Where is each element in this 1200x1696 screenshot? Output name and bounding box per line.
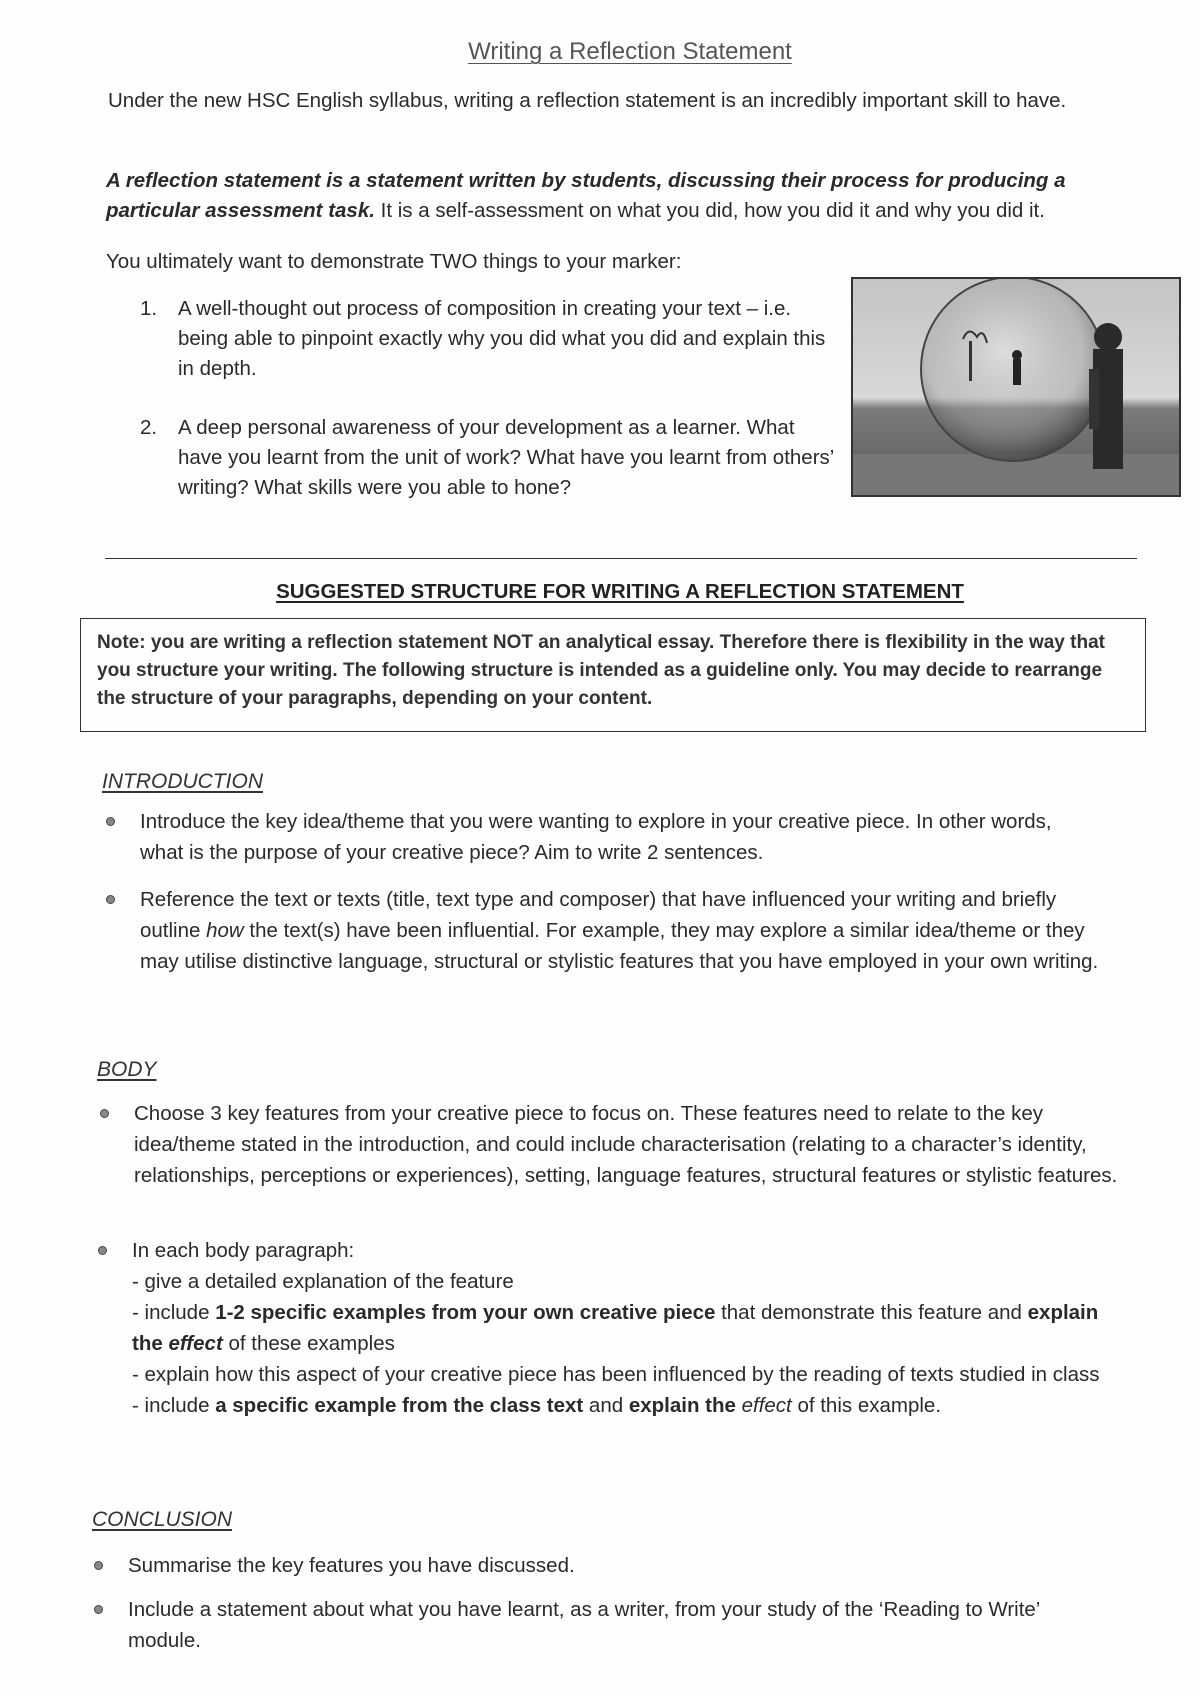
bullet-icon — [98, 1246, 107, 1255]
bullet-icon — [94, 1605, 103, 1614]
list-item — [140, 806, 1100, 868]
numbered-item-text: A deep personal awareness of your development as a learner. What have you learnt from the unit of work? What have you learnt from others’ writing? What skills were you able to hone? — [178, 416, 834, 499]
bullet-icon — [94, 1561, 103, 1570]
crystal-ball-photo — [851, 277, 1181, 497]
list-item — [128, 1550, 1088, 1581]
sub-line-4: - include a specific example from the class text and explain the effect of this example. — [132, 1394, 942, 1417]
note-box: Note: you are writing a reflection statement NOT an analytical essay. Therefore there is flexibility in the way that you structure your writing. The following structure is intended as a guideline only. You may decide to rearrange the structure of your paragraphs, depending on your content. — [80, 618, 1146, 732]
sub-line-1: - give a detailed explanation of the feature — [132, 1270, 514, 1293]
definition-emphasis: A reflection statement is a statement written by students, discussing their process for producing a particular assessment task. — [106, 169, 1066, 222]
definition-paragraph — [106, 166, 1126, 226]
list-item-text: Include a statement about what you have learnt, as a writer, from your study of the ‘Reading to Write’ module. — [128, 1598, 1040, 1652]
bullet-icon — [106, 895, 115, 904]
list-item — [140, 884, 1100, 977]
definition-rest: It is a self-assessment on what you did, how you did it and why you did it. — [374, 199, 1045, 222]
list-item-text: Choose 3 key features from your creative piece to focus on. These features need to relate to the key idea/theme stated in the introduction, and could include characterisation (relating to a character’s identity, relationships, perceptions or experiences), setting, language features, structural features or stylistic features. — [134, 1102, 1118, 1187]
list-item-text: Introduce the key idea/theme that you were wanting to explore in your creative piece. In other words, what is the purpose of your creative piece? Aim to write 2 sentences. — [140, 810, 1052, 864]
sub-line-3: - explain how this aspect of your creative piece has been influenced by the reading of texts studied in class — [132, 1363, 1100, 1386]
list-item-text: Summarise the key features you have discussed. — [128, 1554, 575, 1577]
numbered-item-number: 2. — [140, 416, 158, 439]
intro-paragraph: Under the new HSC English syllabus, writing a reflection statement is an incredibly important skill to have. — [108, 89, 1067, 112]
sub-line-2: - include 1-2 specific examples from your own creative piece that demonstrate this feature and explain the effect of these examples — [132, 1301, 1099, 1355]
numbered-item-1 — [140, 294, 840, 384]
bullet-icon — [106, 817, 115, 826]
bullet-icon — [100, 1109, 109, 1118]
list-item — [134, 1098, 1134, 1191]
conclusion-heading: CONCLUSION — [92, 1508, 233, 1531]
numbered-item-2 — [140, 413, 840, 503]
crystal-ball-illustration — [853, 279, 1179, 495]
two-things-paragraph: You ultimately want to demonstrate TWO things to your marker: — [106, 250, 682, 273]
numbered-item-number: 1. — [140, 297, 158, 320]
list-item — [132, 1235, 1132, 1421]
body-heading: BODY — [97, 1058, 157, 1081]
structure-heading: SUGGESTED STRUCTURE FOR WRITING A REFLECTION STATEMENT — [276, 580, 964, 603]
list-item-intro: In each body paragraph: — [132, 1239, 355, 1262]
introduction-heading: INTRODUCTION — [102, 770, 263, 793]
page-title: Writing a Reflection Statement — [468, 38, 792, 65]
numbered-item-text: A well-thought out process of composition in creating your text – i.e. being able to pinpoint exactly why you did what you did and explain this in depth. — [178, 297, 826, 380]
list-item-text-b: the text(s) have been influential. For example, they may explore a similar idea/theme or they may utilise distinctive language, structural or stylistic features that you have employed in your own writing. — [140, 919, 1099, 973]
list-item-text-a: Reference the text or texts (title, text type and composer) that have influenced your writing and briefly outline — [140, 888, 1057, 942]
horizontal-divider — [105, 558, 1137, 559]
list-item-emphasis: how — [206, 919, 244, 942]
list-item — [128, 1594, 1088, 1656]
